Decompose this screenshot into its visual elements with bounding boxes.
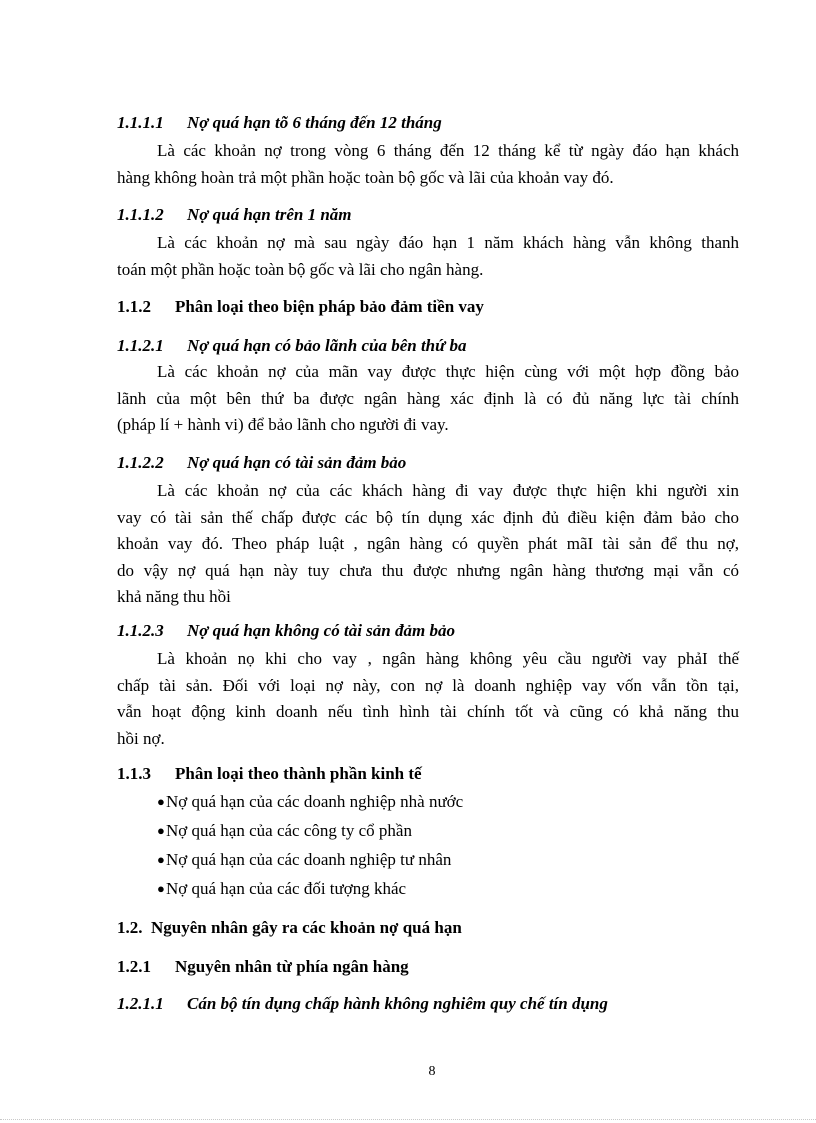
bullet-icon: ● xyxy=(157,852,165,867)
paragraph-line: hồi nợ. xyxy=(117,728,165,748)
heading-title: Phân loại theo thành phần kinh tế xyxy=(175,764,422,783)
paragraph-line: Là khoản nọ khi cho vay , ngân hàng không yêu cầu người vay phảI thế xyxy=(157,649,739,668)
list-item-text: Nợ quá hạn của các doanh nghiệp tư nhân xyxy=(166,850,452,869)
list-item-text: Nợ quá hạn của các doanh nghiệp nhà nước xyxy=(166,792,464,811)
bullet-icon: ● xyxy=(157,794,165,809)
heading-number: 1.2. xyxy=(117,918,143,937)
heading-number: 1.1.3 xyxy=(117,764,151,783)
heading-title: Nợ quá hạn trên 1 năm xyxy=(187,205,352,224)
paragraph-1-1-2-3 xyxy=(117,646,739,752)
list-item xyxy=(157,879,463,908)
heading-title: Nguyên nhân từ phía ngân hàng xyxy=(175,957,409,976)
heading-number: 1.2.1 xyxy=(117,957,151,976)
heading-1-2-1-1 xyxy=(117,994,608,1014)
paragraph-line: Là các khoản nợ của mãn vay được thực hiện cùng với một hợp đồng bảo xyxy=(157,362,739,381)
heading-number: 1.1.1.1 xyxy=(117,113,164,132)
paragraph-line: (pháp lí + hành vi) để bảo lãnh cho người đi vay. xyxy=(117,415,449,434)
heading-1-1-2-2 xyxy=(117,453,406,473)
bullet-icon: ● xyxy=(157,881,165,896)
bullet-icon: ● xyxy=(157,823,165,838)
paragraph-line: hàng không hoàn trả một phần hoặc toàn bộ gốc và lãi của khoản vay đó. xyxy=(117,167,614,187)
heading-number: 1.1.1.2 xyxy=(117,205,164,224)
page-bottom-rule xyxy=(0,1119,816,1120)
heading-1-1-1-1 xyxy=(117,113,442,133)
paragraph-line: lãnh của một bên thứ ba được ngân hàng xác định là có đủ năng lực tài chính xyxy=(117,388,739,408)
list-item-text: Nợ quá hạn của các công ty cổ phần xyxy=(166,821,412,840)
heading-title: Nợ quá hạn không có tài sản đảm bảo xyxy=(187,621,455,640)
heading-1-1-2-3 xyxy=(117,621,455,641)
paragraph-1-1-1-2 xyxy=(117,230,739,283)
paragraph-line: Là các khoản nợ mà sau ngày đáo hạn 1 năm khách hàng vẫn không thanh xyxy=(157,233,739,252)
list-item xyxy=(157,850,463,879)
heading-number: 1.1.2 xyxy=(117,297,151,316)
heading-number: 1.1.2.1 xyxy=(117,336,164,355)
list-item-text: Nợ quá hạn của các đối tượng khác xyxy=(166,879,407,898)
heading-title: Nợ quá hạn có bảo lãnh của bên thứ ba xyxy=(187,336,467,355)
heading-title: Cán bộ tín dụng chấp hành không nghiêm quy chế tín dụng xyxy=(187,994,608,1013)
heading-1-2-1 xyxy=(117,957,409,977)
heading-title: Phân loại theo biện pháp bảo đảm tiền vay xyxy=(175,297,484,316)
paragraph-line: Là các khoản nợ của các khách hàng đi vay được thực hiện khi người xin xyxy=(157,481,739,500)
paragraph-1-1-2-1 xyxy=(117,359,739,439)
paragraph-line: khả năng thu hồi xyxy=(117,587,231,606)
paragraph-1-1-1-1 xyxy=(117,138,739,191)
heading-1-1-2-1 xyxy=(117,336,467,356)
paragraph-line: vay có tài sản thế chấp được các bộ tín dụng xác định đủ điều kiện đảm bảo cho xyxy=(117,507,739,527)
paragraph-line: chấp tài sản. Đối với loại nợ này, con nợ là doanh nghiệp vay vốn vẫn tồn tại, xyxy=(117,675,739,695)
heading-1-1-2 xyxy=(117,297,484,317)
heading-1-1-1-2 xyxy=(117,205,352,225)
heading-number: 1.1.2.2 xyxy=(117,453,164,472)
page-number: 8 xyxy=(428,1064,436,1079)
paragraph-1-1-2-2 xyxy=(117,478,739,611)
heading-1-2 xyxy=(117,918,462,938)
heading-number: 1.2.1.1 xyxy=(117,994,164,1013)
list-item xyxy=(157,821,463,850)
heading-title: Nợ quá hạn tõ 6 tháng đến 12 tháng xyxy=(187,113,442,132)
list-item xyxy=(157,792,463,821)
paragraph-line: Là các khoản nợ trong vòng 6 tháng đến 12 tháng kể từ ngày đáo hạn khách xyxy=(157,141,739,160)
bullet-list xyxy=(157,792,463,908)
heading-title: Nguyên nhân gây ra các khoản nợ quá hạn xyxy=(151,918,462,937)
heading-title: Nợ quá hạn có tài sản đảm bảo xyxy=(187,453,407,472)
paragraph-line: vẫn hoạt động kinh doanh nếu tình hình tài chính tốt và cũng có khả năng thu xyxy=(117,702,739,721)
paragraph-line: toán một phần hoặc toàn bộ gốc và lãi cho ngân hàng. xyxy=(117,259,484,279)
paragraph-line: do vậy nợ quá hạn này tuy chưa thu được nhưng ngân hàng thương mại vẫn có xyxy=(117,560,739,580)
paragraph-line: khoản vay đó. Theo pháp luật , ngân hàng có quyền phát mãI tài sản để thu nợ, xyxy=(117,534,739,553)
heading-number: 1.1.2.3 xyxy=(117,621,164,640)
heading-1-1-3 xyxy=(117,764,422,784)
